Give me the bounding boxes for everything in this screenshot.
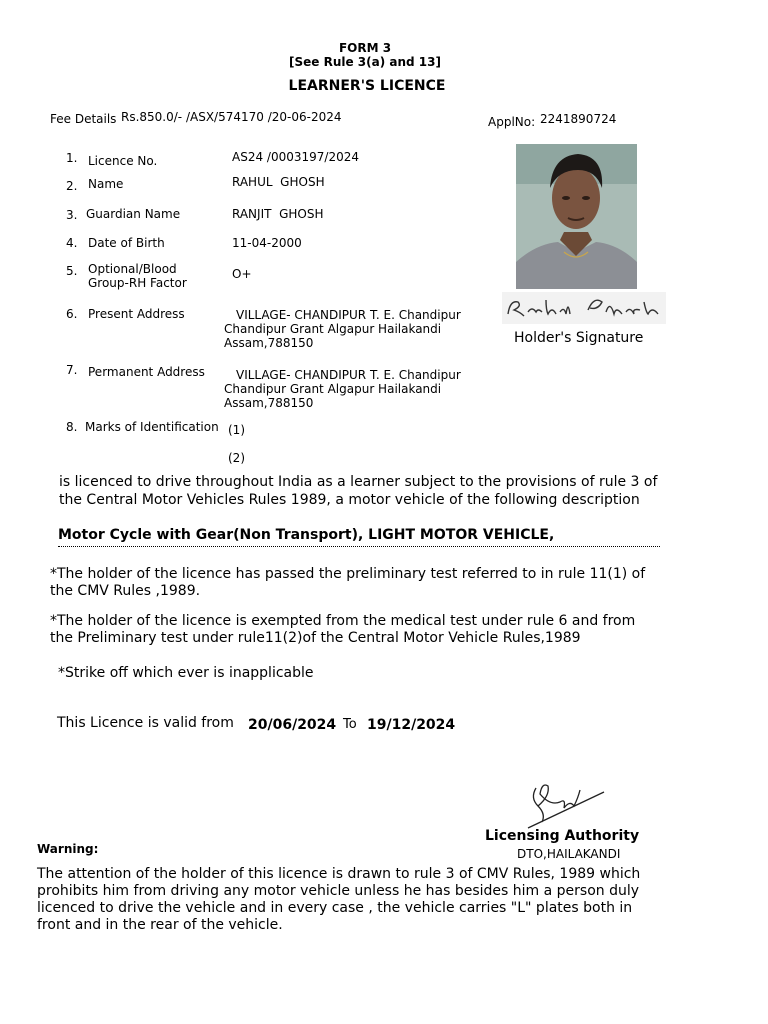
authority-signature [520,776,610,832]
dob-label: Date of Birth [88,236,165,250]
appl-value: 2241890724 [540,112,617,126]
holder-signature-caption: Holder's Signature [514,330,644,346]
marks-label: Marks of Identification [85,420,219,434]
warning-line1: The attention of the holder of this licence is drawn to rule 3 of CMV Rules, 1989 which [37,866,641,882]
permanent-address-line2: Chandipur Grant Algapur Hailakandi [224,382,442,396]
field-number: 7. [66,363,78,377]
field-number: 8. [66,420,78,434]
permanent-address-line3: Assam,788150 [224,396,314,410]
licensing-authority-office: DTO,HAILAKANDI [517,847,621,861]
present-address-line2: Chandipur Grant Algapur Hailakandi [224,322,442,336]
fee-value: Rs.850.0/- /ASX/574170 /20-06-2024 [121,110,342,124]
licence-no-value: AS24 /0003197/2024 [232,150,359,164]
holder-photo [516,144,637,289]
blood-group-label-line2: Group-RH Factor [88,276,187,290]
rule-reference: [See Rule 3(a) and 13] [289,55,441,69]
guardian-name-label: Guardian Name [86,207,181,221]
warning-line2: prohibits him from driving any motor vehicle unless he has besides him a person duly [37,883,640,899]
warning-line4: front and in the rear of the vehicle. [37,917,283,933]
vehicle-classes: Motor Cycle with Gear(Non Transport), LIGHT MOTOR VEHICLE, [58,527,555,543]
holder-photo-image [516,144,637,289]
holder-signature-image [502,292,666,324]
present-address-line3: Assam,788150 [224,336,314,350]
exemption-line2: the Preliminary test under rule11(2)of the Central Motor Vehicle Rules,1989 [50,630,581,646]
name-label: Name [88,177,124,191]
strike-off-note: *Strike off which ever is inapplicable [58,665,314,681]
dotted-divider [58,546,660,547]
licence-statement-line1: is licenced to drive throughout India as a learner subject to the provisions of rule 3 of [59,474,658,490]
present-address-line1: VILLAGE- CHANDIPUR T. E. Chandipur [236,308,461,322]
field-number: 5. [66,264,78,278]
fee-label: Fee Details [50,112,117,126]
field-number: 2. [66,179,78,193]
page-title: LEARNER'S LICENCE [288,78,446,94]
blood-group-value: O+ [232,267,252,281]
blood-group-label: Optional/Blood [88,262,177,276]
form-number: FORM 3 [338,41,392,55]
licence-statement-line2: the Central Motor Vehicles Rules 1989, a motor vehicle of the following description [59,492,640,508]
authority-signature-image [520,776,610,832]
valid-from-date: 20/06/2024 [248,717,337,733]
dob-value: 11-04-2000 [232,236,302,250]
warning-label: Warning: [37,842,99,856]
name-value: RAHUL GHOSH [232,175,325,189]
preliminary-test-line2: the CMV Rules ,1989. [50,583,201,599]
mark-1: (1) [228,423,245,437]
guardian-name-value: RANJIT GHOSH [232,207,324,221]
field-number: 3. [66,208,78,222]
preliminary-test-line1: *The holder of the licence has passed the preliminary test referred to in rule 11(1) of [50,566,646,582]
validity-to-label: To [343,717,357,732]
present-address-label: Present Address [88,307,185,321]
field-number: 1. [66,151,78,165]
field-number: 6. [66,307,78,321]
licensing-authority-title: Licensing Authority [485,828,640,844]
warning-line3: licenced to drive the vehicle and in every case , the vehicle carries "L" plates both in [37,900,633,916]
appl-label: ApplNo: [488,115,536,129]
licence-no-label: Licence No. [88,154,158,168]
permanent-address-label: Permanent Address [88,365,205,379]
holder-signature [502,292,666,324]
valid-to-date: 19/12/2024 [367,717,456,733]
mark-2: (2) [228,451,245,465]
exemption-line1: *The holder of the licence is exempted from the medical test under rule 6 and from [50,613,636,629]
field-number: 4. [66,236,78,250]
validity-label: This Licence is valid from [57,715,234,731]
permanent-address-line1: VILLAGE- CHANDIPUR T. E. Chandipur [236,368,461,382]
